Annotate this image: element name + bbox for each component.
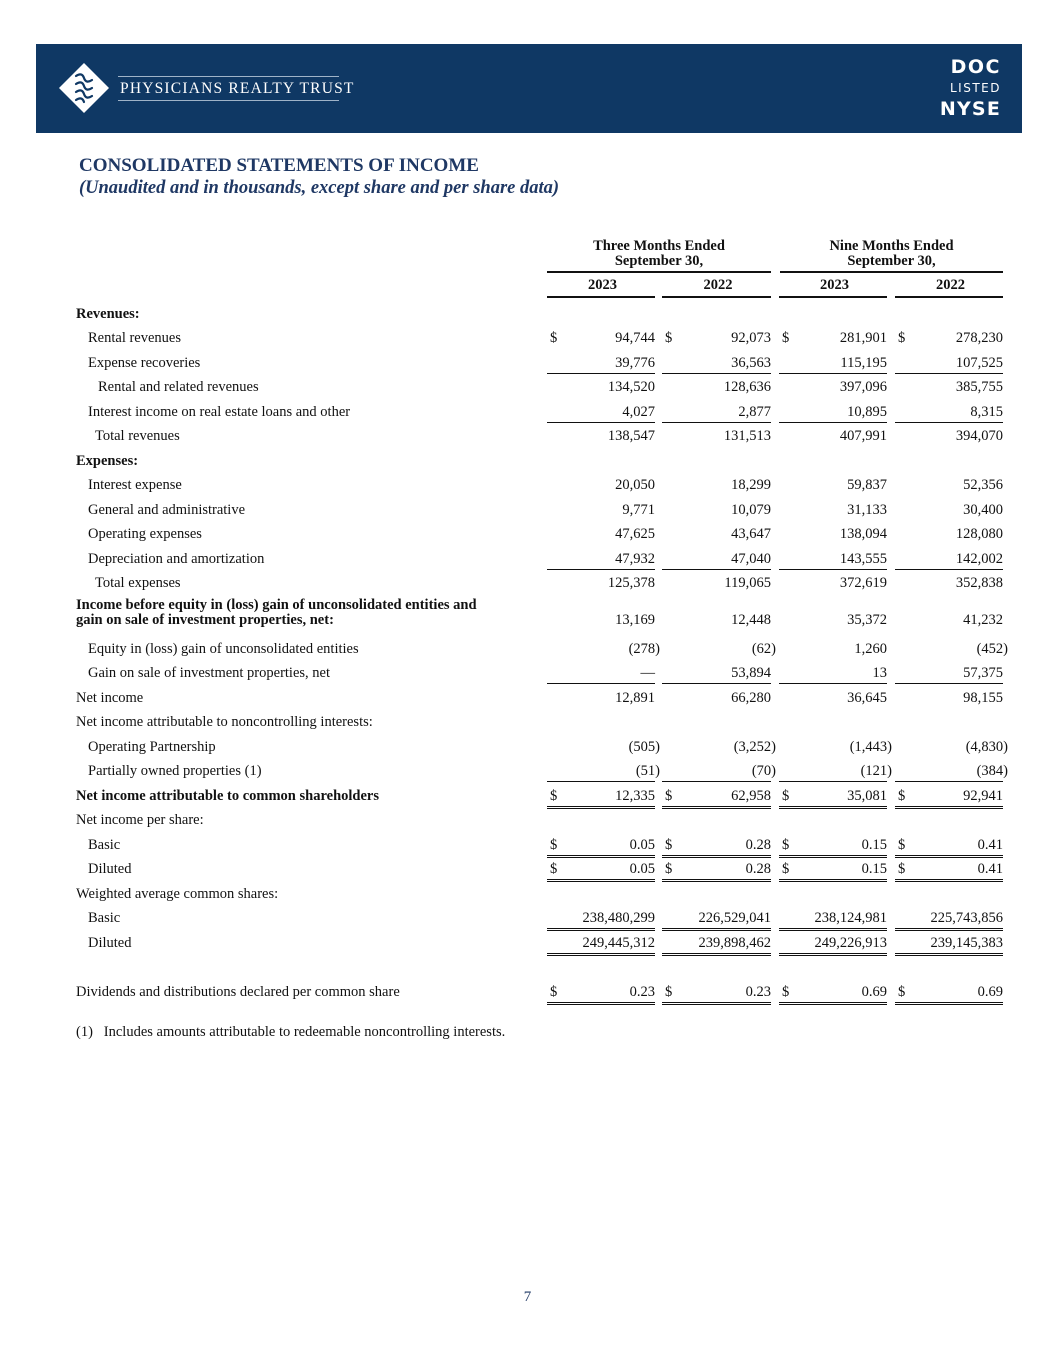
dollar-sign: $ xyxy=(550,837,558,853)
cell-value: 36,563 xyxy=(731,355,771,371)
value-cell xyxy=(895,935,1003,956)
value-cell xyxy=(547,665,655,684)
cell-value: 128,636 xyxy=(723,379,771,395)
cell-value: 0.05 xyxy=(629,837,655,853)
cell-value: 0.05 xyxy=(629,861,655,877)
cell-value: 128,080 xyxy=(955,526,1003,542)
column-group-rule xyxy=(547,271,771,273)
company-logo-icon xyxy=(58,62,110,114)
column-group-header xyxy=(547,239,771,269)
cell-value: 36,645 xyxy=(847,690,887,706)
value-cell xyxy=(895,551,1003,570)
cell-value: 107,525 xyxy=(955,355,1003,371)
row-label: Operating Partnership xyxy=(88,739,216,755)
cell-value: — xyxy=(640,665,655,681)
cell-value: (278) xyxy=(628,641,660,657)
cell-value: 131,513 xyxy=(723,428,771,444)
cell-value: 13 xyxy=(872,665,887,681)
row-label: Interest income on real estate loans and other xyxy=(88,404,351,420)
cell-value: 10,079 xyxy=(731,502,771,518)
value-cell xyxy=(547,788,655,809)
value-cell xyxy=(895,428,1003,446)
cell-value: 20,050 xyxy=(615,477,655,493)
value-cell xyxy=(662,551,771,570)
cell-value: 119,065 xyxy=(724,575,771,591)
cell-value: (62) xyxy=(751,641,776,657)
dollar-sign: $ xyxy=(665,330,673,346)
cell-value: 52,356 xyxy=(963,477,1003,493)
value-cell xyxy=(547,763,660,782)
cell-value: 0.69 xyxy=(861,984,887,1000)
value-cell xyxy=(895,861,1003,882)
cell-value: 407,991 xyxy=(839,428,887,444)
value-cell xyxy=(547,837,655,858)
value-cell xyxy=(779,861,887,882)
value-cell xyxy=(662,935,771,956)
cell-value: (121) xyxy=(860,763,892,779)
dollar-sign: $ xyxy=(782,788,790,804)
value-cell xyxy=(779,330,887,348)
row-label: Expense recoveries xyxy=(88,355,201,371)
cell-value: 372,619 xyxy=(839,575,887,591)
cell-value: 12,448 xyxy=(731,612,771,628)
cell-value: 138,094 xyxy=(839,526,887,542)
dollar-sign: $ xyxy=(898,837,906,853)
cell-value: 385,755 xyxy=(955,379,1003,395)
table-row xyxy=(0,882,1055,906)
row-label: Basic xyxy=(88,910,121,926)
table-row xyxy=(0,637,1055,661)
row-label: Rental and related revenues xyxy=(98,379,259,395)
value-cell xyxy=(662,861,771,882)
cell-value: 115,195 xyxy=(840,355,887,371)
cell-value: 0.23 xyxy=(745,984,771,1000)
value-cell xyxy=(895,665,1003,684)
table-row xyxy=(0,400,1055,424)
cell-value: 143,555 xyxy=(839,551,887,567)
page-number: 7 xyxy=(523,1289,532,1305)
value-cell xyxy=(662,612,771,630)
value-cell xyxy=(779,739,892,757)
cell-value: 278,230 xyxy=(955,330,1003,346)
value-cell xyxy=(547,404,655,423)
value-cell xyxy=(662,763,776,782)
cell-value: 0.28 xyxy=(745,837,771,853)
row-label: Interest expense xyxy=(88,477,182,493)
value-cell xyxy=(895,690,1003,708)
cell-value: 281,901 xyxy=(839,330,887,346)
cell-value: 142,002 xyxy=(955,551,1003,567)
value-cell xyxy=(547,551,655,570)
ticker-block xyxy=(940,56,1001,120)
value-cell xyxy=(662,739,776,757)
cell-value: 59,837 xyxy=(847,477,887,493)
column-group-line2: September 30, xyxy=(614,253,704,269)
year-header: 2022 xyxy=(703,277,733,293)
row-label: General and administrative xyxy=(88,502,246,518)
dollar-sign: $ xyxy=(782,330,790,346)
value-cell xyxy=(547,612,655,630)
value-cell xyxy=(895,984,1003,1005)
value-cell xyxy=(779,984,887,1005)
column-group-header xyxy=(780,239,1003,269)
cell-value: 35,372 xyxy=(847,612,887,628)
year-rule xyxy=(779,296,887,298)
cell-value: 249,226,913 xyxy=(814,935,887,951)
page-subtitle: (Unaudited and in thousands, except share and per share data) xyxy=(79,178,560,198)
value-cell xyxy=(779,575,887,593)
table-row xyxy=(0,784,1055,808)
table-row xyxy=(0,833,1055,857)
row-label: Expenses: xyxy=(76,453,139,469)
value-cell xyxy=(662,788,771,809)
cell-value: (51) xyxy=(635,763,660,779)
value-cell xyxy=(547,984,655,1005)
row-label: Partially owned properties (1) xyxy=(88,763,262,779)
value-cell xyxy=(547,935,655,956)
year-rule xyxy=(662,296,771,298)
row-label: Weighted average common shares: xyxy=(76,886,279,902)
value-cell xyxy=(547,526,655,544)
value-cell xyxy=(547,575,655,593)
value-cell xyxy=(662,526,771,544)
value-cell xyxy=(547,379,655,397)
value-cell xyxy=(547,641,660,659)
column-group-line1: Three Months Ended xyxy=(593,238,725,254)
value-cell xyxy=(779,665,887,684)
cell-value: 0.23 xyxy=(629,984,655,1000)
value-cell xyxy=(779,526,887,544)
value-cell xyxy=(895,575,1003,593)
cell-value: 239,898,462 xyxy=(698,935,771,951)
listed-label: LISTED xyxy=(950,81,1001,95)
row-label: Rental revenues xyxy=(88,330,182,346)
dollar-sign: $ xyxy=(898,330,906,346)
cell-value: 9,771 xyxy=(622,502,655,518)
value-cell xyxy=(662,690,771,708)
cell-value: 12,335 xyxy=(615,788,655,804)
dollar-sign: $ xyxy=(665,861,673,877)
exchange-name: NYSE xyxy=(939,98,1001,120)
table-row xyxy=(0,424,1055,448)
value-cell xyxy=(895,330,1003,348)
row-label: Equity in (loss) gain of unconsolidated entities xyxy=(88,641,359,657)
value-cell xyxy=(895,404,1003,423)
cell-value: 0.28 xyxy=(745,861,771,877)
year-rule xyxy=(547,296,655,298)
table-row xyxy=(0,351,1055,375)
dollar-sign: $ xyxy=(550,984,558,1000)
value-cell xyxy=(662,641,776,659)
cell-value: (505) xyxy=(628,739,660,755)
row-label: Operating expenses xyxy=(88,526,202,542)
value-cell xyxy=(895,763,1008,782)
value-cell xyxy=(779,935,887,956)
cell-value: 1,260 xyxy=(854,641,887,657)
cell-value: 0.15 xyxy=(861,837,887,853)
value-cell xyxy=(547,428,655,446)
value-cell xyxy=(547,910,655,931)
dollar-sign: $ xyxy=(550,330,558,346)
row-label: Net income per share: xyxy=(76,812,204,828)
cell-value: 0.69 xyxy=(977,984,1003,1000)
dollar-sign: $ xyxy=(550,861,558,877)
dollar-sign: $ xyxy=(782,837,790,853)
cell-value: 0.41 xyxy=(977,837,1003,853)
table-row xyxy=(0,931,1055,955)
row-label: Basic xyxy=(88,837,121,853)
dollar-sign: $ xyxy=(665,788,673,804)
row-label: Diluted xyxy=(88,935,132,951)
cell-value: (384) xyxy=(976,763,1008,779)
column-group-line1: Nine Months Ended xyxy=(829,238,954,254)
dollar-sign: $ xyxy=(550,788,558,804)
value-cell xyxy=(895,641,1008,659)
value-cell xyxy=(779,690,887,708)
value-cell xyxy=(895,612,1003,630)
value-cell xyxy=(662,477,771,495)
dollar-sign: $ xyxy=(898,788,906,804)
table-row xyxy=(0,710,1055,734)
value-cell xyxy=(547,330,655,348)
value-cell xyxy=(779,910,887,931)
cell-value: 94,744 xyxy=(615,330,655,346)
row-label xyxy=(76,598,477,628)
dollar-sign: $ xyxy=(665,837,673,853)
value-cell xyxy=(547,502,655,520)
cell-value: 238,124,981 xyxy=(814,910,887,926)
year-header: 2023 xyxy=(820,277,849,293)
cell-value: 47,932 xyxy=(615,551,655,567)
cell-value: 10,895 xyxy=(847,404,887,420)
cell-value: 47,040 xyxy=(731,551,771,567)
cell-value: 238,480,299 xyxy=(582,910,655,926)
table-row xyxy=(0,980,1055,1004)
year-header: 2022 xyxy=(936,277,965,293)
value-cell xyxy=(662,330,771,348)
table-row xyxy=(0,597,1055,636)
value-cell xyxy=(779,502,887,520)
row-label-line1: Income before equity in (loss) gain of unconsolidated entities and xyxy=(76,597,477,613)
cell-value: 39,776 xyxy=(615,355,655,371)
footnote: (1) Includes amounts attributable to redeemable noncontrolling interests. xyxy=(76,1024,506,1040)
dollar-sign: $ xyxy=(898,984,906,1000)
table-row xyxy=(0,326,1055,350)
value-cell xyxy=(662,837,771,858)
value-cell xyxy=(779,641,887,659)
cell-value: 12,891 xyxy=(615,690,655,706)
table-row xyxy=(0,547,1055,571)
cell-value: (4,830) xyxy=(965,739,1008,755)
value-cell xyxy=(662,575,771,593)
cell-value: 47,625 xyxy=(615,526,655,542)
cell-value: 394,070 xyxy=(955,428,1003,444)
row-label: Gain on sale of investment properties, net xyxy=(88,665,331,681)
cell-value: 138,547 xyxy=(607,428,655,444)
value-cell xyxy=(895,788,1003,809)
value-cell xyxy=(547,739,660,757)
cell-value: 2,877 xyxy=(738,404,771,420)
value-cell xyxy=(662,665,771,684)
cell-value: 31,133 xyxy=(847,502,887,518)
cell-value: 226,529,041 xyxy=(698,910,771,926)
table-row xyxy=(0,661,1055,685)
cell-value: 92,073 xyxy=(731,330,771,346)
value-cell xyxy=(779,788,887,809)
value-cell xyxy=(895,502,1003,520)
table-row xyxy=(0,473,1055,497)
year-rule xyxy=(895,296,1003,298)
cell-value: 18,299 xyxy=(731,477,771,493)
table-row xyxy=(0,759,1055,783)
row-label-line2: gain on sale of investment properties, net: xyxy=(76,612,334,628)
page-title: CONSOLIDATED STATEMENTS OF INCOME xyxy=(79,155,479,176)
value-cell xyxy=(662,910,771,931)
value-cell xyxy=(779,551,887,570)
value-cell xyxy=(779,612,887,630)
cell-value: 249,445,312 xyxy=(582,935,655,951)
value-cell xyxy=(662,355,771,374)
cell-value: (70) xyxy=(751,763,776,779)
value-cell xyxy=(895,379,1003,397)
cell-value: 397,096 xyxy=(839,379,887,395)
row-label: Net income xyxy=(76,690,144,706)
row-label: Total expenses xyxy=(95,575,181,591)
value-cell xyxy=(895,910,1003,931)
column-group-line2: September 30, xyxy=(847,253,936,269)
value-cell xyxy=(547,477,655,495)
table-row xyxy=(0,906,1055,930)
row-label: Net income attributable to common shareholders xyxy=(76,788,379,804)
cell-value: 41,232 xyxy=(963,612,1003,628)
row-label: Total revenues xyxy=(95,428,180,444)
row-label: Net income attributable to noncontrolling interests: xyxy=(76,714,373,730)
table-row xyxy=(0,808,1055,832)
value-cell xyxy=(895,526,1003,544)
dollar-sign: $ xyxy=(665,984,673,1000)
value-cell xyxy=(779,837,887,858)
value-cell xyxy=(895,355,1003,374)
logo-rule-top xyxy=(118,76,339,77)
value-cell xyxy=(895,739,1008,757)
table-row xyxy=(0,571,1055,595)
value-cell xyxy=(779,428,887,446)
value-cell xyxy=(662,379,771,397)
cell-value: 125,378 xyxy=(607,575,655,591)
value-cell xyxy=(779,379,887,397)
value-cell xyxy=(547,355,655,374)
cell-value: 0.41 xyxy=(977,861,1003,877)
table-row xyxy=(0,686,1055,710)
value-cell xyxy=(779,477,887,495)
value-cell xyxy=(662,404,771,423)
table-row xyxy=(0,302,1055,326)
table-row xyxy=(0,857,1055,881)
table-row xyxy=(0,522,1055,546)
row-label: Depreciation and amortization xyxy=(88,551,265,567)
cell-value: 352,838 xyxy=(955,575,1003,591)
value-cell xyxy=(895,477,1003,495)
value-cell xyxy=(895,837,1003,858)
cell-value: 30,400 xyxy=(963,502,1003,518)
table-row xyxy=(0,375,1055,399)
cell-value: (452) xyxy=(976,641,1008,657)
value-cell xyxy=(662,502,771,520)
dollar-sign: $ xyxy=(782,984,790,1000)
cell-value: 4,027 xyxy=(622,404,655,420)
year-header: 2023 xyxy=(588,277,617,293)
cell-value: 53,894 xyxy=(731,665,771,681)
cell-value: 134,520 xyxy=(607,379,655,395)
cell-value: (3,252) xyxy=(733,739,776,755)
cell-value: 35,081 xyxy=(847,788,887,804)
value-cell xyxy=(547,690,655,708)
row-label: Revenues: xyxy=(76,306,140,322)
cell-value: (1,443) xyxy=(849,739,892,755)
cell-value: 239,145,383 xyxy=(930,935,1003,951)
column-group-rule xyxy=(780,271,1003,273)
cell-value: 43,647 xyxy=(731,526,771,542)
cell-value: 98,155 xyxy=(963,690,1003,706)
cell-value: 0.15 xyxy=(861,861,887,877)
header-banner xyxy=(36,44,1022,133)
value-cell xyxy=(662,428,771,446)
cell-value: 57,375 xyxy=(963,665,1003,681)
table-row xyxy=(0,449,1055,473)
row-label: Diluted xyxy=(88,861,132,877)
value-cell xyxy=(779,355,887,374)
table-row xyxy=(0,735,1055,759)
row-label: Dividends and distributions declared per common share xyxy=(76,984,400,1000)
table-row xyxy=(0,498,1055,522)
dollar-sign: $ xyxy=(898,861,906,877)
cell-value: 92,941 xyxy=(963,788,1003,804)
value-cell xyxy=(779,404,887,423)
value-cell xyxy=(547,861,655,882)
cell-value: 225,743,856 xyxy=(930,910,1003,926)
value-cell xyxy=(662,984,771,1005)
company-name: PHYSICIANS REALTY TRUST xyxy=(120,80,355,97)
cell-value: 13,169 xyxy=(615,612,655,628)
cell-value: 66,280 xyxy=(731,690,771,706)
value-cell xyxy=(779,763,892,782)
cell-value: 62,958 xyxy=(731,788,771,804)
cell-value: 8,315 xyxy=(970,404,1003,420)
logo-rule-bottom xyxy=(118,100,339,101)
ticker-symbol: DOC xyxy=(950,56,1001,78)
dollar-sign: $ xyxy=(782,861,790,877)
